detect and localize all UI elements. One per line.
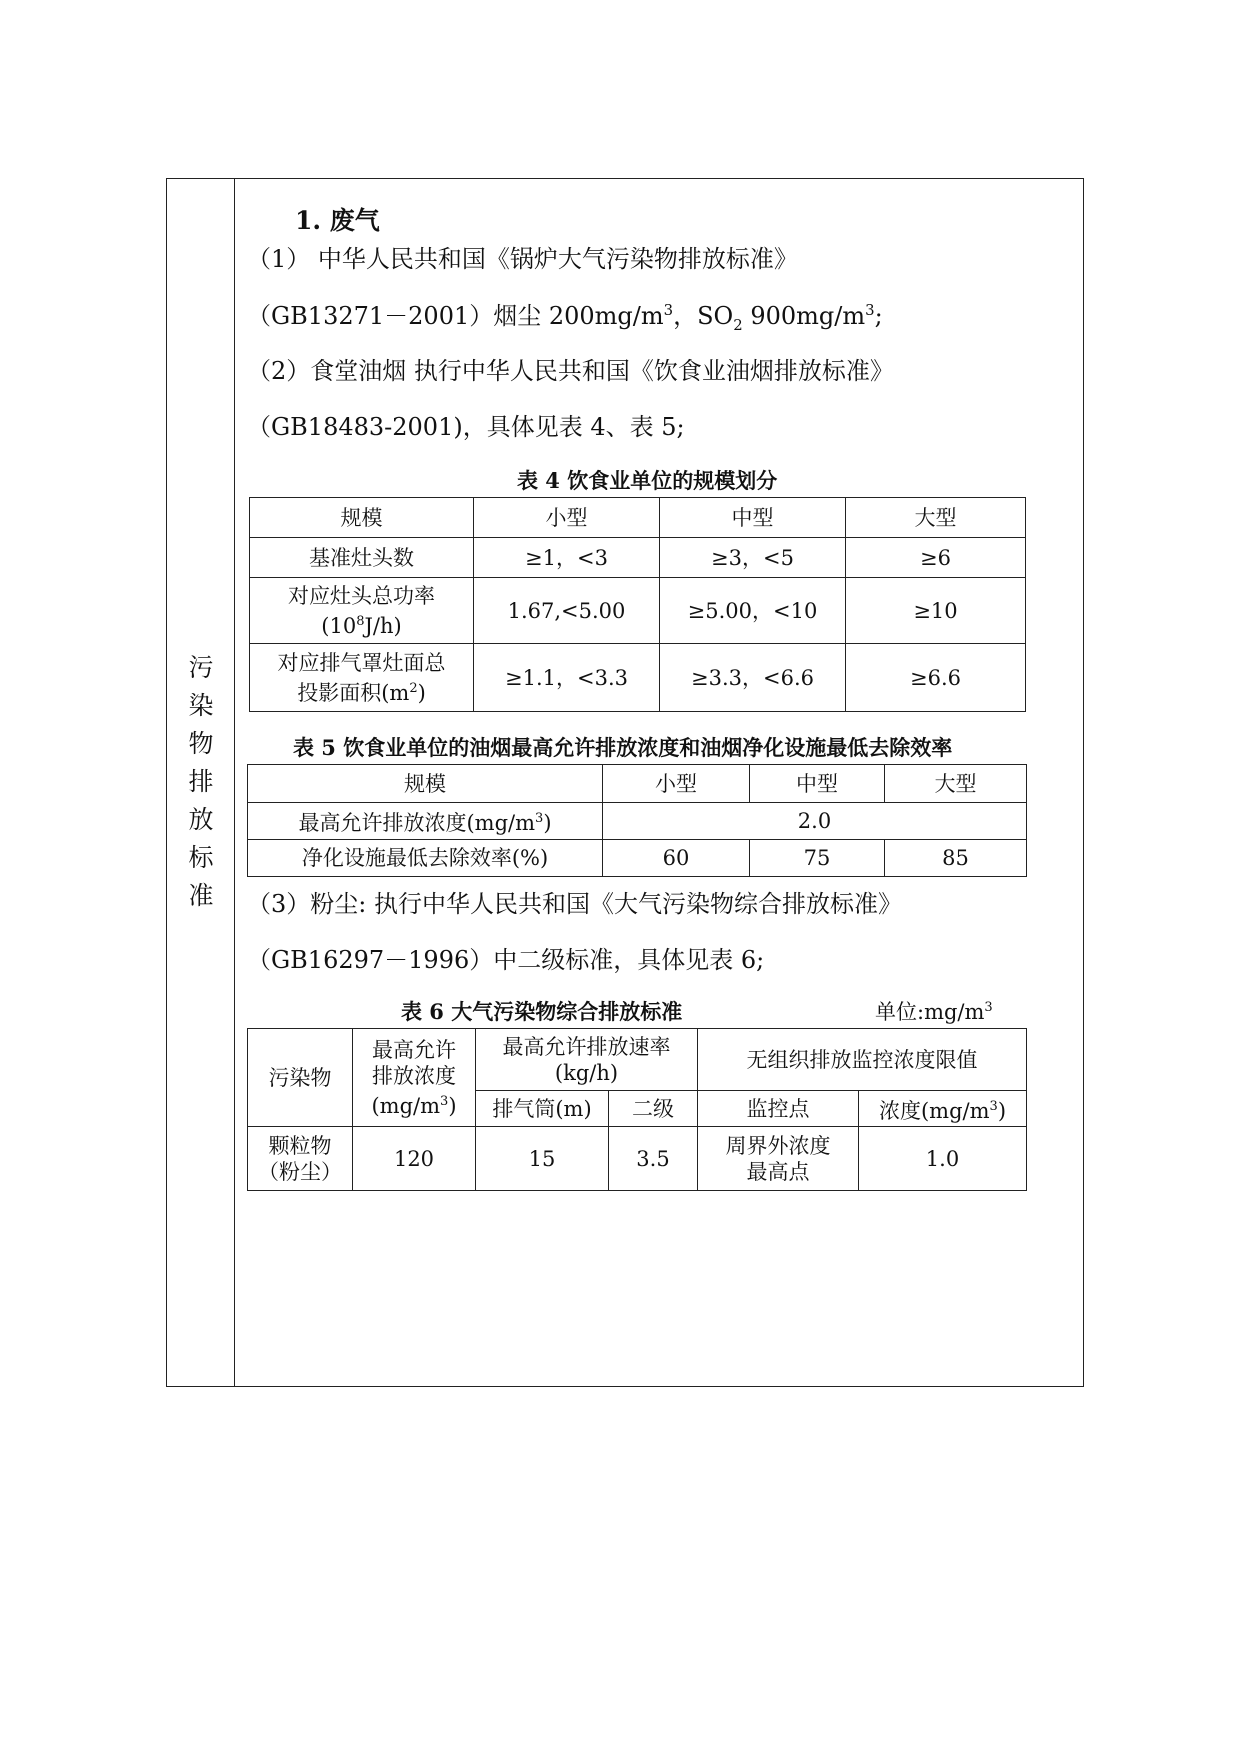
text: ) [543, 811, 552, 835]
text: （GB13271－2001）烟尘 200mg/m [247, 302, 664, 330]
table-cell: 1.67,<5.00 [474, 578, 660, 644]
table-row [250, 644, 1026, 712]
table6-caption: 表 6 大气污染物综合排放标准 [401, 999, 683, 1024]
table-cell: ≥6 [846, 538, 1026, 578]
cell-line: 周界外浓度 [725, 1133, 831, 1158]
para3-line2: （GB16297－1996）中二级标准，具体见表 6; [247, 946, 765, 974]
table-cell: 120 [353, 1127, 476, 1191]
text: ) [997, 1098, 1007, 1123]
text: 浓度(mg/m [878, 1098, 990, 1123]
subscript: 2 [733, 315, 743, 334]
document-frame [166, 178, 1084, 1387]
table-cell: 净化设施最低去除效率(%) [248, 840, 603, 877]
cell-line: 对应灶头总功率 [288, 583, 435, 608]
text: (10 [321, 613, 357, 638]
text: ，SO [673, 302, 734, 330]
para2-line2: （GB18483-2001)，具体见表 4、表 5; [247, 413, 685, 441]
table-row [248, 840, 1027, 877]
superscript: 3 [989, 1098, 998, 1114]
table-cell: ≥3，<5 [660, 538, 846, 578]
text: (mg/m [371, 1093, 441, 1118]
cell-line: 排放浓度 [372, 1063, 456, 1088]
table-cell [248, 803, 603, 840]
table-header-cell: 小型 [603, 765, 750, 803]
table-row [248, 1127, 1027, 1191]
table-row [250, 578, 1026, 644]
table-row [248, 803, 1027, 840]
side-label-column [167, 179, 235, 1386]
table-row [250, 538, 1026, 578]
table-cell: ≥6.6 [846, 644, 1026, 712]
cell-line: （粉尘） [258, 1159, 342, 1184]
table-header-cell: 规模 [250, 498, 474, 538]
text: 最高允许排放浓度(mg/m [298, 811, 536, 835]
table-header-cell: 小型 [474, 498, 660, 538]
superscript: 8 [356, 613, 365, 629]
table-cell: 基准灶头数 [250, 538, 474, 578]
table-header-cell [476, 1029, 698, 1091]
text: 单位:mg/m [875, 1000, 985, 1024]
table-cell: 1.0 [859, 1127, 1027, 1191]
table-header-cell: 中型 [750, 765, 885, 803]
side-label-char: 污 [188, 653, 214, 682]
cell-line: (kg/h) [554, 1060, 619, 1085]
text: ; [874, 302, 883, 330]
table-header-cell: 规模 [248, 765, 603, 803]
table-cell: 85 [885, 840, 1027, 877]
table-header-cell: 污染物 [248, 1029, 353, 1127]
cell-line: 最高允许 [372, 1037, 456, 1062]
table-header-cell: 监控点 [698, 1091, 859, 1127]
text: 900mg/m [742, 302, 866, 330]
cell-line [254, 676, 469, 706]
table-cell: ≥1，<3 [474, 538, 660, 578]
table4 [249, 497, 1026, 712]
table-header-cell: 无组织排放监控浓度限值 [698, 1029, 1027, 1091]
superscript: 3 [865, 301, 875, 319]
table5 [247, 764, 1027, 877]
para3-line1: （3）粉尘: 执行中华人民共和国《大气污染物综合排放标准》 [247, 890, 902, 918]
side-label-char: 排 [188, 767, 214, 796]
superscript: 3 [440, 1093, 449, 1109]
section-title: 1. 废气 [295, 206, 380, 235]
table-cell [248, 1127, 353, 1191]
superscript: 3 [984, 1000, 993, 1015]
table-cell: 2.0 [603, 803, 1027, 840]
table-cell: 60 [603, 840, 750, 877]
text: ) [417, 680, 426, 705]
cell-line: 对应排气罩灶面总 [277, 650, 446, 675]
table-cell: 75 [750, 840, 885, 877]
table-cell: 15 [476, 1127, 609, 1191]
cell-line: 颗粒物 [268, 1133, 332, 1158]
superscript: 3 [663, 301, 674, 319]
table-header-cell [859, 1091, 1027, 1127]
table-header-cell [353, 1029, 476, 1127]
table-header-cell: 大型 [885, 765, 1027, 803]
cell-line: 最高允许排放速率 [502, 1034, 671, 1059]
table-row [250, 498, 1026, 538]
text: J/h) [364, 613, 402, 638]
text: 投影面积(m [297, 680, 410, 705]
superscript: 3 [535, 811, 544, 826]
table-cell [250, 644, 474, 712]
superscript: 2 [409, 680, 418, 696]
para1-line1: （1） 中华人民共和国《锅炉大气污染物排放标准》 [247, 245, 798, 273]
table-row [248, 1029, 1027, 1091]
content-area [235, 179, 1083, 1386]
side-label [167, 649, 235, 915]
table-header-cell: 排气筒(m) [476, 1091, 609, 1127]
table-header-cell: 二级 [609, 1091, 698, 1127]
table4-caption: 表 4 饮食业单位的规模划分 [517, 468, 778, 493]
side-label-char: 准 [188, 881, 214, 910]
side-label-char: 标 [188, 843, 214, 872]
table6-unit [875, 996, 993, 1026]
para2-line1: （2）食堂油烟 执行中华人民共和国《饮食业油烟排放标准》 [247, 357, 894, 385]
table6 [247, 1028, 1027, 1191]
table-cell [250, 578, 474, 644]
table-cell: ≥3.3，<6.6 [660, 644, 846, 712]
table-cell [698, 1127, 859, 1191]
table-cell: ≥1.1，<3.3 [474, 644, 660, 712]
table-cell: ≥5.00，<10 [660, 578, 846, 644]
table-header-cell: 中型 [660, 498, 846, 538]
cell-line: 最高点 [746, 1159, 810, 1184]
para1-line2 [247, 296, 1077, 334]
side-label-char: 放 [188, 805, 214, 834]
table-header-cell: 大型 [846, 498, 1026, 538]
cell-line [357, 1089, 471, 1119]
cell-line [254, 609, 469, 639]
side-label-char: 染 [188, 691, 214, 720]
table-cell: 3.5 [609, 1127, 698, 1191]
table5-caption: 表 5 饮食业单位的油烟最高允许排放浓度和油烟净化设施最低去除效率 [293, 735, 953, 760]
table-cell: ≥10 [846, 578, 1026, 644]
side-label-char: 物 [188, 729, 214, 758]
text: ) [448, 1093, 457, 1118]
table-row [248, 765, 1027, 803]
